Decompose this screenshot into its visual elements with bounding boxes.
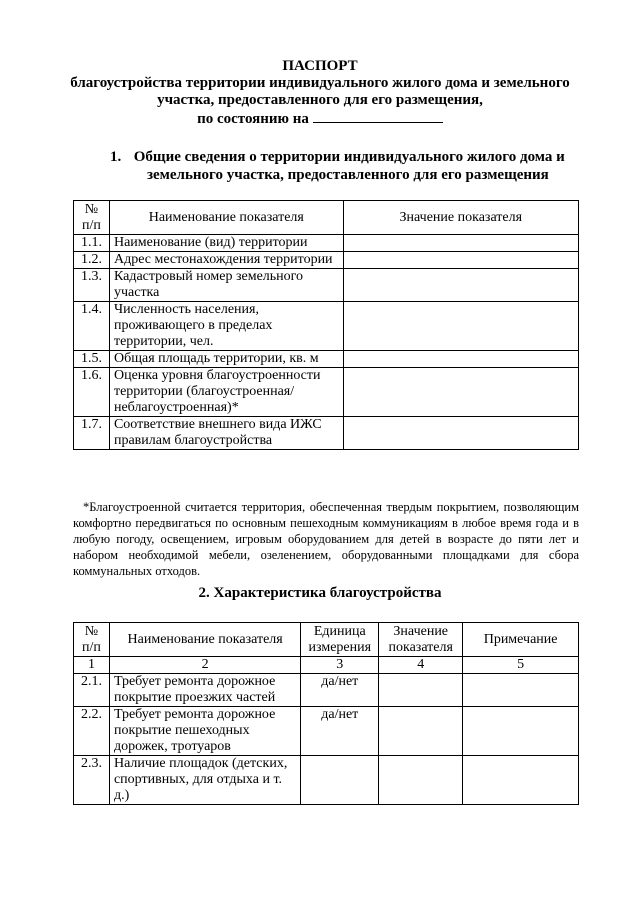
table-row: [74, 707, 579, 756]
row-name: Кадастровый номер земельного участка: [109, 269, 343, 302]
header-num: № п/п: [74, 623, 110, 657]
row-note: [463, 674, 579, 707]
row-value: [379, 707, 463, 756]
section-2-heading: 2. Характеристика благоустройства: [198, 585, 442, 601]
title-line-4: [0, 109, 640, 128]
row-name: Требует ремонта дорожное покрытие проезжих частей: [109, 674, 300, 707]
row-value: [343, 235, 578, 252]
row-num: 2.2.: [74, 707, 110, 756]
row-num: 1.4.: [74, 302, 110, 351]
row-name: Наличие площадок (детских, спортивных, для отдыха и т. д.): [109, 756, 300, 805]
column-numbers-row: [74, 657, 579, 674]
row-name: Наименование (вид) территории: [109, 235, 343, 252]
column-number: 3: [301, 657, 379, 674]
title-line-3: участка, предоставленного для его размещения,: [157, 92, 483, 108]
row-value: [343, 368, 578, 417]
row-name: Общая площадь территории, кв. м: [109, 351, 343, 368]
row-num: 1.1.: [74, 235, 110, 252]
general-info-table: [73, 200, 579, 450]
row-unit: да/нет: [301, 674, 379, 707]
column-number: 5: [463, 657, 579, 674]
table-row: [74, 302, 579, 351]
row-name: Адрес местонахождения территории: [109, 252, 343, 269]
row-value: [379, 756, 463, 805]
row-name: Требует ремонта дорожное покрытие пешеходных дорожек, тротуаров: [109, 707, 300, 756]
header-name: Наименование показателя: [109, 201, 343, 235]
table-row: [74, 351, 579, 368]
table-row: [74, 756, 579, 805]
row-note: [463, 756, 579, 805]
row-value: [343, 417, 578, 450]
row-num: 1.2.: [74, 252, 110, 269]
table-row: [74, 252, 579, 269]
row-num: 2.3.: [74, 756, 110, 805]
section-1-heading: [110, 148, 590, 184]
row-num: 1.6.: [74, 368, 110, 417]
title-line-2: благоустройства территории индивидуального жилого дома и земельного: [70, 75, 570, 91]
table-row: [74, 417, 579, 450]
row-value: [343, 351, 578, 368]
row-name: Соответствие внешнего вида ИЖС правилам благоустройства: [109, 417, 343, 450]
header-value: Значение показателя: [379, 623, 463, 657]
table-row: [74, 269, 579, 302]
column-number: 1: [74, 657, 110, 674]
section-1-heading-line-2: земельного участка, предоставленного для его размещения: [147, 167, 549, 183]
row-num: 2.1.: [74, 674, 110, 707]
header-note: Примечание: [463, 623, 579, 657]
as-of-label: по состоянию на: [197, 111, 309, 127]
row-value: [343, 302, 578, 351]
row-name: Численность населения, проживающего в пределах территории, чел.: [109, 302, 343, 351]
row-num: 1.7.: [74, 417, 110, 450]
table-row: [74, 235, 579, 252]
title-passport: ПАСПОРТ: [282, 58, 358, 74]
table-row: [74, 674, 579, 707]
row-unit: [301, 756, 379, 805]
document-title: [0, 58, 640, 128]
header-num: № п/п: [74, 201, 110, 235]
row-name: Оценка уровня благоустроенности территории (благоустроенная/ неблагоустроенная)*: [109, 368, 343, 417]
row-num: 1.3.: [74, 269, 110, 302]
row-num: 1.5.: [74, 351, 110, 368]
column-number: 4: [379, 657, 463, 674]
row-value: [379, 674, 463, 707]
improvement-characteristics-table: [73, 622, 579, 805]
header-value: Значение показателя: [343, 201, 578, 235]
section-1-heading-line-1: Общие сведения о территории индивидуального жилого дома и: [133, 149, 565, 165]
row-value: [343, 269, 578, 302]
section-1-number: 1.: [110, 149, 122, 165]
footnote: *Благоустроенной считается территория, обеспеченная твердым покрытием, позволяющим комфортно передвигаться по основным пешеходным коммуникациям в любое время года и в любую погоду, освещением, игровым оборудованием для детей в возрасте до пяти лет и набором необходимой мебели, озеленением, оборудованными площадками для сбора коммунальных отходов.: [73, 500, 579, 578]
row-unit: да/нет: [301, 707, 379, 756]
header-unit: Единица измерения: [301, 623, 379, 657]
row-value: [343, 252, 578, 269]
header-name: Наименование показателя: [109, 623, 300, 657]
table-row: [74, 368, 579, 417]
date-blank-field: [313, 109, 443, 123]
row-note: [463, 707, 579, 756]
column-number: 2: [109, 657, 300, 674]
